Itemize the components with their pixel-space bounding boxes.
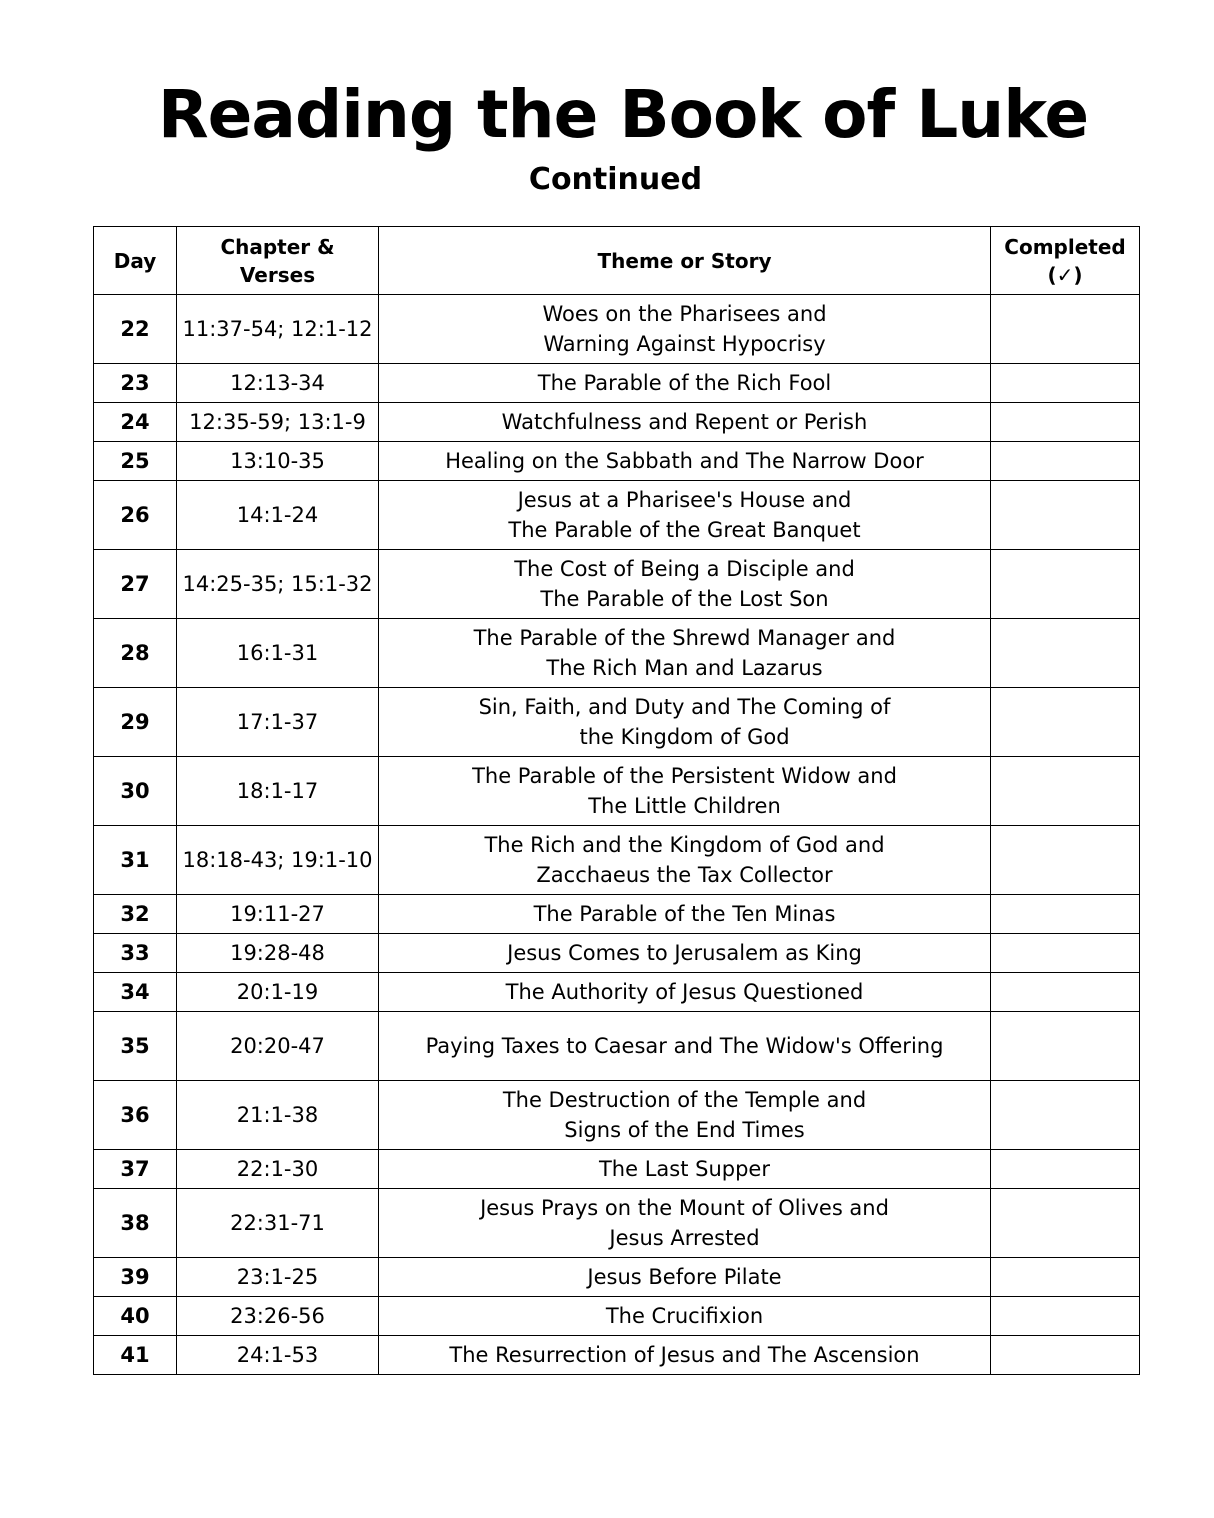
- chapter-verses-cell: 22:1-30: [177, 1150, 379, 1189]
- day-cell: 27: [94, 550, 177, 619]
- theme-cell: [379, 364, 991, 403]
- completed-checkbox-cell[interactable]: [991, 442, 1140, 481]
- theme-cell: [379, 757, 991, 826]
- theme-line: The Little Children: [588, 794, 781, 818]
- theme-cell: [379, 481, 991, 550]
- day-cell: 38: [94, 1189, 177, 1258]
- theme-cell: [379, 1189, 991, 1258]
- theme-line: Woes on the Pharisees and: [542, 302, 827, 326]
- theme-line: The Parable of the Rich Fool: [537, 371, 832, 395]
- header-day: Day: [94, 227, 177, 295]
- theme-line: The Cost of Being a Disciple and: [514, 557, 855, 581]
- header-completed: [991, 227, 1140, 295]
- day-cell: 40: [94, 1297, 177, 1336]
- theme-line: The Parable of the Lost Son: [540, 587, 829, 611]
- chapter-verses-cell: 20:20-47: [177, 1012, 379, 1081]
- theme-line: The Rich Man and Lazarus: [546, 656, 823, 680]
- chapter-verses-cell: 11:37-54; 12:1-12: [177, 295, 379, 364]
- table-row: [94, 1150, 1140, 1189]
- day-cell: 25: [94, 442, 177, 481]
- theme-cell: [379, 619, 991, 688]
- table-row: [94, 688, 1140, 757]
- day-cell: 26: [94, 481, 177, 550]
- day-cell: 22: [94, 295, 177, 364]
- completed-checkbox-cell[interactable]: [991, 1081, 1140, 1150]
- completed-checkbox-cell[interactable]: [991, 1012, 1140, 1081]
- table-row: [94, 619, 1140, 688]
- day-cell: 28: [94, 619, 177, 688]
- completed-checkbox-cell[interactable]: [991, 403, 1140, 442]
- theme-cell: [379, 550, 991, 619]
- theme-line: Watchfulness and Repent or Perish: [501, 410, 868, 434]
- day-cell: 35: [94, 1012, 177, 1081]
- table-row: [94, 442, 1140, 481]
- table-row: [94, 1297, 1140, 1336]
- chapter-verses-cell: 23:26-56: [177, 1297, 379, 1336]
- day-cell: 39: [94, 1258, 177, 1297]
- day-cell: 34: [94, 973, 177, 1012]
- chapter-verses-cell: 12:35-59; 13:1-9: [177, 403, 379, 442]
- theme-cell: [379, 1150, 991, 1189]
- chapter-verses-cell: 16:1-31: [177, 619, 379, 688]
- header-theme-or-story: Theme or Story: [379, 227, 991, 295]
- chapter-verses-cell: 17:1-37: [177, 688, 379, 757]
- theme-line: Jesus Prays on the Mount of Olives and: [480, 1196, 889, 1220]
- chapter-verses-cell: 23:1-25: [177, 1258, 379, 1297]
- chapter-verses-cell: 14:25-35; 15:1-32: [177, 550, 379, 619]
- theme-cell: [379, 973, 991, 1012]
- day-cell: 37: [94, 1150, 177, 1189]
- theme-line: The Parable of the Persistent Widow and: [472, 764, 897, 788]
- table-row: [94, 757, 1140, 826]
- completed-checkbox-cell[interactable]: [991, 688, 1140, 757]
- theme-line: Healing on the Sabbath and The Narrow Door: [445, 449, 924, 473]
- theme-line: Paying Taxes to Caesar and The Widow's Offering: [425, 1034, 944, 1058]
- theme-line: Zacchaeus the Tax Collector: [536, 863, 833, 887]
- table-row: [94, 1189, 1140, 1258]
- completed-checkbox-cell[interactable]: [991, 1297, 1140, 1336]
- theme-line: The Parable of the Ten Minas: [533, 902, 836, 926]
- chapter-verses-cell: 19:11-27: [177, 895, 379, 934]
- theme-cell: [379, 895, 991, 934]
- chapter-verses-cell: 18:1-17: [177, 757, 379, 826]
- page-title: Reading the Book of Luke: [157, 76, 1089, 153]
- theme-cell: [379, 1258, 991, 1297]
- day-cell: 33: [94, 934, 177, 973]
- chapter-verses-cell: 24:1-53: [177, 1336, 379, 1375]
- header-completed-check: (✓): [1047, 262, 1083, 287]
- completed-checkbox-cell[interactable]: [991, 481, 1140, 550]
- theme-line: Jesus Comes to Jerusalem as King: [507, 941, 862, 965]
- table-row: [94, 934, 1140, 973]
- completed-checkbox-cell[interactable]: [991, 1336, 1140, 1375]
- completed-checkbox-cell[interactable]: [991, 619, 1140, 688]
- page-subtitle: Continued: [528, 162, 703, 197]
- theme-cell: [379, 1012, 991, 1081]
- theme-line: The Resurrection of Jesus and The Ascension: [449, 1343, 920, 1367]
- day-cell: 41: [94, 1336, 177, 1375]
- completed-checkbox-cell[interactable]: [991, 757, 1140, 826]
- completed-checkbox-cell[interactable]: [991, 826, 1140, 895]
- completed-checkbox-cell[interactable]: [991, 934, 1140, 973]
- table-row: [94, 364, 1140, 403]
- theme-cell: [379, 934, 991, 973]
- chapter-verses-cell: 18:18-43; 19:1-10: [177, 826, 379, 895]
- theme-line: Sin, Faith, and Duty and The Coming of: [478, 695, 891, 719]
- theme-line: The Destruction of the Temple and: [502, 1088, 867, 1112]
- table-row: [94, 826, 1140, 895]
- table-row: [94, 1258, 1140, 1297]
- theme-cell: [379, 688, 991, 757]
- theme-cell: [379, 403, 991, 442]
- table-row: [94, 895, 1140, 934]
- theme-line: the Kingdom of God: [579, 725, 790, 749]
- chapter-verses-cell: 14:1-24: [177, 481, 379, 550]
- theme-cell: [379, 826, 991, 895]
- table-row: [94, 1336, 1140, 1375]
- completed-checkbox-cell[interactable]: [991, 364, 1140, 403]
- table-row: [94, 973, 1140, 1012]
- table-row: [94, 403, 1140, 442]
- completed-checkbox-cell[interactable]: [991, 973, 1140, 1012]
- day-cell: 32: [94, 895, 177, 934]
- table-header-row: [94, 227, 1140, 295]
- day-cell: 30: [94, 757, 177, 826]
- theme-line: Jesus at a Pharisee's House and: [517, 488, 852, 512]
- theme-cell: [379, 1081, 991, 1150]
- theme-line: The Last Supper: [598, 1157, 770, 1181]
- chapter-verses-cell: 12:13-34: [177, 364, 379, 403]
- theme-cell: [379, 1336, 991, 1375]
- chapter-verses-cell: 19:28-48: [177, 934, 379, 973]
- completed-checkbox-cell[interactable]: [991, 295, 1140, 364]
- theme-line: Signs of the End Times: [564, 1118, 805, 1142]
- table-row: [94, 550, 1140, 619]
- completed-checkbox-cell[interactable]: [991, 550, 1140, 619]
- table-row: [94, 1012, 1140, 1081]
- theme-line: Warning Against Hypocrisy: [543, 332, 826, 356]
- reading-plan-table: [93, 226, 1140, 1375]
- completed-checkbox-cell[interactable]: [991, 1189, 1140, 1258]
- theme-line: Jesus Before Pilate: [587, 1265, 782, 1289]
- theme-cell: [379, 442, 991, 481]
- completed-checkbox-cell[interactable]: [991, 1258, 1140, 1297]
- day-cell: 24: [94, 403, 177, 442]
- theme-line: The Parable of the Shrewd Manager and: [473, 626, 896, 650]
- table-row: [94, 481, 1140, 550]
- theme-cell: [379, 295, 991, 364]
- chapter-verses-cell: 21:1-38: [177, 1081, 379, 1150]
- theme-line: The Rich and the Kingdom of God and: [484, 833, 885, 857]
- chapter-verses-cell: 22:31-71: [177, 1189, 379, 1258]
- day-cell: 23: [94, 364, 177, 403]
- theme-line: The Authority of Jesus Questioned: [505, 980, 864, 1004]
- day-cell: 31: [94, 826, 177, 895]
- theme-cell: [379, 1297, 991, 1336]
- table-body: [94, 295, 1140, 1375]
- theme-line: Jesus Arrested: [609, 1226, 760, 1250]
- chapter-verses-cell: 13:10-35: [177, 442, 379, 481]
- theme-line: The Crucifixion: [605, 1304, 764, 1328]
- theme-line: The Parable of the Great Banquet: [508, 518, 861, 542]
- chapter-verses-cell: 20:1-19: [177, 973, 379, 1012]
- table-row: [94, 1081, 1140, 1150]
- header-chapter-verses: Chapter & Verses: [177, 227, 379, 295]
- day-cell: 29: [94, 688, 177, 757]
- completed-checkbox-cell[interactable]: [991, 895, 1140, 934]
- header-completed-label: Completed: [1004, 234, 1126, 259]
- table-row: [94, 295, 1140, 364]
- completed-checkbox-cell[interactable]: [991, 1150, 1140, 1189]
- day-cell: 36: [94, 1081, 177, 1150]
